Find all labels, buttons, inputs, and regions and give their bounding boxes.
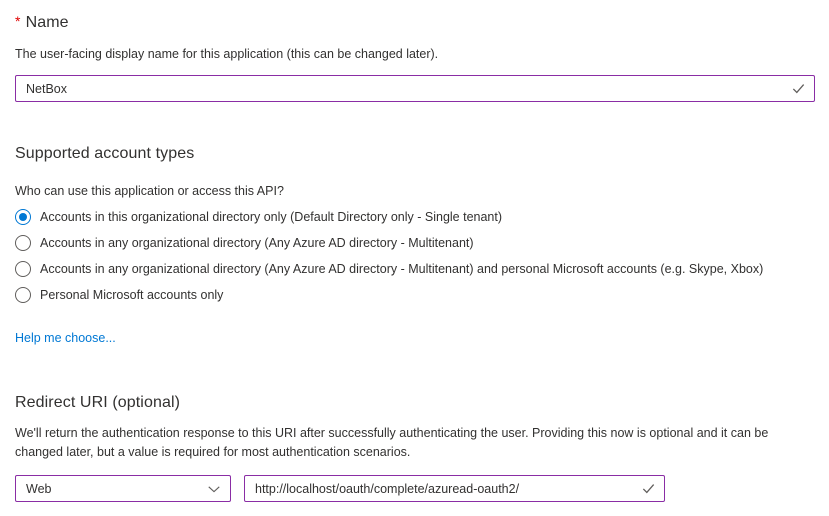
radio-button-icon	[15, 261, 31, 277]
name-input-box	[15, 75, 815, 102]
account-types-radio-group	[15, 204, 815, 308]
radio-option-label: Personal Microsoft accounts only	[40, 288, 224, 302]
radio-option-multitenant-personal[interactable]	[15, 256, 815, 282]
radio-option-single-tenant[interactable]	[15, 204, 815, 230]
name-section-title	[15, 11, 815, 33]
chevron-down-icon	[207, 482, 221, 496]
radio-button-icon	[15, 235, 31, 251]
redirect-uri-description: We'll return the authentication response to this URI after successfully authenticating the user. Providing this now is optional and it can be changed later, but a value is required for most authentication scenarios.	[15, 426, 769, 459]
redirect-uri-input-box	[244, 475, 665, 502]
redirect-uri-input[interactable]	[245, 478, 641, 500]
platform-dropdown[interactable]	[15, 475, 231, 502]
radio-option-personal-only[interactable]	[15, 282, 815, 308]
help-me-choose-link[interactable]: Help me choose...	[15, 331, 116, 345]
account-types-question: Who can use this application or access this API?	[15, 184, 284, 198]
name-section	[15, 11, 815, 102]
redirect-uri-controls	[15, 475, 815, 502]
radio-option-label: Accounts in any organizational directory (Any Azure AD directory - Multitenant)	[40, 236, 474, 250]
account-types-title: Supported account types	[15, 145, 195, 162]
required-asterisk: *	[15, 13, 21, 29]
radio-button-icon	[15, 287, 31, 303]
radio-option-multitenant[interactable]	[15, 230, 815, 256]
checkmark-icon	[791, 81, 806, 96]
redirect-uri-section	[15, 392, 815, 502]
platform-dropdown-value: Web	[26, 481, 52, 496]
checkmark-icon	[641, 481, 656, 496]
redirect-uri-title: Redirect URI (optional)	[15, 394, 181, 411]
radio-button-icon	[15, 209, 31, 225]
name-input[interactable]	[16, 78, 791, 100]
name-description: The user-facing display name for this application (this can be changed later).	[15, 47, 439, 61]
radio-option-label: Accounts in any organizational directory (Any Azure AD directory - Multitenant) and personal Microsoft accounts (e.g. Skype, Xbox)	[40, 262, 764, 276]
name-label: Name	[25, 14, 69, 31]
radio-option-label: Accounts in this organizational directory only (Default Directory only - Single tenant)	[40, 210, 503, 224]
account-types-section	[15, 143, 815, 348]
